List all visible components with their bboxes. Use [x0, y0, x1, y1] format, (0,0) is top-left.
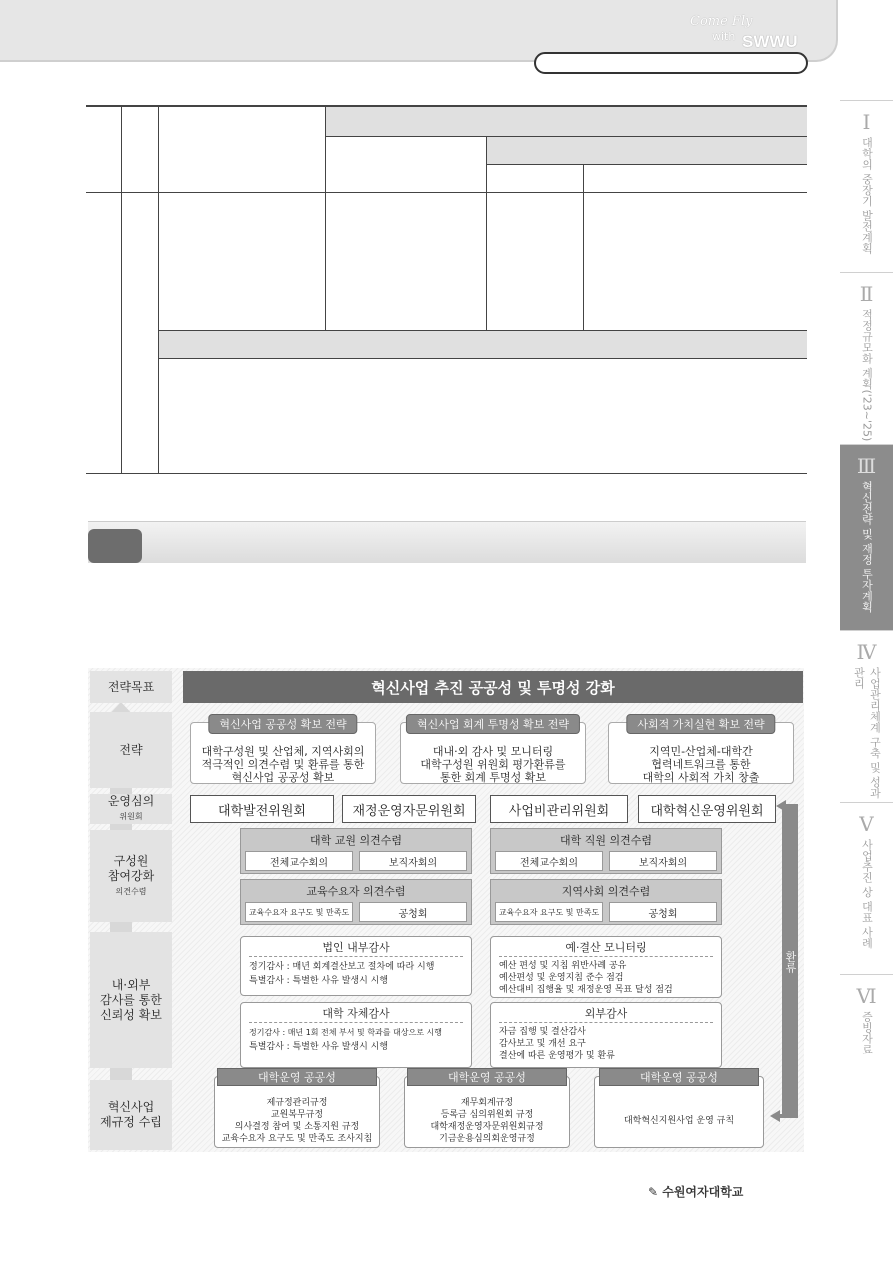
- university-mark-icon: ✎: [648, 1185, 659, 1199]
- tab-title: 혁신전략 및 재정 투자계획: [860, 481, 874, 613]
- strategy-title: 혁신사업 공공성 확보 전략: [208, 714, 357, 734]
- committee-box: 대학발전위원회: [190, 795, 334, 823]
- strategy-box: 사회적 가치실현 확보 전략 지역민-산업체-대학간 협력네트워크를 통한 대학의 사회적 가치 창출: [608, 722, 794, 784]
- strategy-title: 사회적 가치실현 확보 전략: [626, 714, 775, 734]
- table-header-band: [326, 106, 807, 136]
- strategy-title: 혁신사업 회계 투명성 확보 전략: [406, 714, 580, 734]
- tab-title: 증빙자료: [860, 1011, 874, 1055]
- committee-box: 재정운영자문위원회: [342, 795, 476, 823]
- strategy-box: 혁신사업 회계 투명성 확보 전략 대내·외 감사 및 모니터링 대학구성원 위원회 평가환류를 통한 회계 투명성 확보: [400, 722, 586, 784]
- arrow-left-icon: [776, 800, 800, 812]
- side-tab-4[interactable]: [840, 630, 893, 802]
- row-label-audit: 내·외부 감사를 통한 신뢰성 확보: [90, 932, 172, 1068]
- table-merged-row: [159, 330, 807, 358]
- row-label-goal: 전략목표: [90, 671, 172, 703]
- logo-tagline: Come Fly: [690, 14, 753, 29]
- opinion-group: 대학 직원 의견수렴 전체교수회의 보직자회의: [490, 828, 722, 874]
- table-header-band: [487, 136, 807, 164]
- feedback-bar: 환류: [782, 808, 798, 1116]
- tab-title: 사업추진 상 대표 사례: [860, 839, 874, 949]
- rules-box: 대학운영 공공성 제규정관리규정 교원복무규정 의사결정 참여 및 소통지원 규정 교육수요자 요구도 및 만족도 조사지침: [214, 1076, 380, 1148]
- tab-title: 사업관리체계 구축 및 성과관리: [852, 667, 882, 799]
- section-number-badge: [88, 529, 142, 563]
- side-tab-2[interactable]: [840, 272, 893, 444]
- rules-title: 대학운영 공공성: [599, 1068, 759, 1086]
- side-tab-3[interactable]: [840, 444, 893, 630]
- rules-box: 대학운영 공공성 대학혁신지원사업 운영 규칙: [594, 1076, 764, 1148]
- tab-title: 대학의 중장기 발전계획: [860, 137, 874, 254]
- tab-number: Ⅱ: [859, 282, 874, 306]
- rules-title: 대학운영 공공성: [407, 1068, 567, 1086]
- side-tab-5[interactable]: [840, 802, 893, 974]
- audit-box: 대학 자체감사 정기감사 : 매년 1회 전체 부서 및 학과를 대상으로 시행 특별감사 : 특별한 사유 발생시 시행: [240, 1002, 472, 1068]
- logo-brand: SWWU: [742, 32, 798, 51]
- row-label-committee: 운영심의 위원회: [90, 794, 172, 824]
- section-heading-bar: [88, 521, 806, 563]
- committee-box: 사업비관리위원회: [490, 795, 628, 823]
- rules-title: 대학운영 공공성: [217, 1068, 377, 1086]
- audit-box: 법인 내부감사 정기감사 : 매년 회계결산보고 절차에 따라 시행 특별감사 : 특별한 사유 발생시 시행: [240, 936, 472, 996]
- row-label-rules: 혁신사업 제규정 수립: [90, 1080, 172, 1150]
- arrow-left-icon: [770, 1110, 798, 1122]
- audit-box: 예·결산 모니터링 예산 편성 및 지침 위반사례 공유 예산편성 및 운영지침 준수 점검 예산대비 집행율 및 재정운영 목표 달성 점검: [490, 936, 722, 998]
- row-label-strategy: 전략: [90, 712, 172, 788]
- opinion-group: 대학 교원 의견수렴 전체교수회의 보직자회의: [240, 828, 472, 874]
- strategic-goal: 혁신사업 추진 공공성 및 투명성 강화: [183, 671, 803, 703]
- tab-number: Ⅰ: [862, 110, 871, 134]
- opinion-group: 지역사회 의견수렴 교육수요자 요구도 및 만족도 공청회: [490, 879, 722, 925]
- side-tab-1[interactable]: [840, 100, 893, 272]
- committee-box: 대학혁신운영위원회: [638, 795, 776, 823]
- header-pill: [534, 52, 808, 74]
- tab-number: Ⅴ: [859, 812, 874, 836]
- tab-number: Ⅵ: [856, 984, 877, 1008]
- rules-box: 대학운영 공공성 재무회계규정 등록금 심의위원회 규정 대학재정운영자문위원회규정 기금운용심의회운영규정: [404, 1076, 570, 1148]
- tab-number: Ⅳ: [856, 640, 877, 664]
- row-label-members: 구성원 참여강화 의견수렴: [90, 830, 172, 922]
- audit-box: 외부감사 자금 집행 및 결산감사 감사보고 및 개선 요구 결산에 따른 운영평가 및 환류: [490, 1002, 722, 1068]
- side-tab-6[interactable]: [840, 974, 893, 1084]
- logo-with: with: [712, 30, 736, 43]
- tab-number: Ⅲ: [856, 454, 877, 478]
- tab-title: 적정규모화 계획('23~'25): [860, 309, 874, 442]
- strategy-box: 혁신사업 공공성 확보 전략 대학구성원 및 산업체, 지역사회의 적극적인 의견수렴 및 환류를 통한 혁신사업 공공성 확보: [190, 722, 376, 784]
- opinion-group: 교육수요자 의견수렴 교육수요자 요구도 및 만족도 공청회: [240, 879, 472, 925]
- university-footer: ✎ 수원여자대학교: [648, 1185, 744, 1199]
